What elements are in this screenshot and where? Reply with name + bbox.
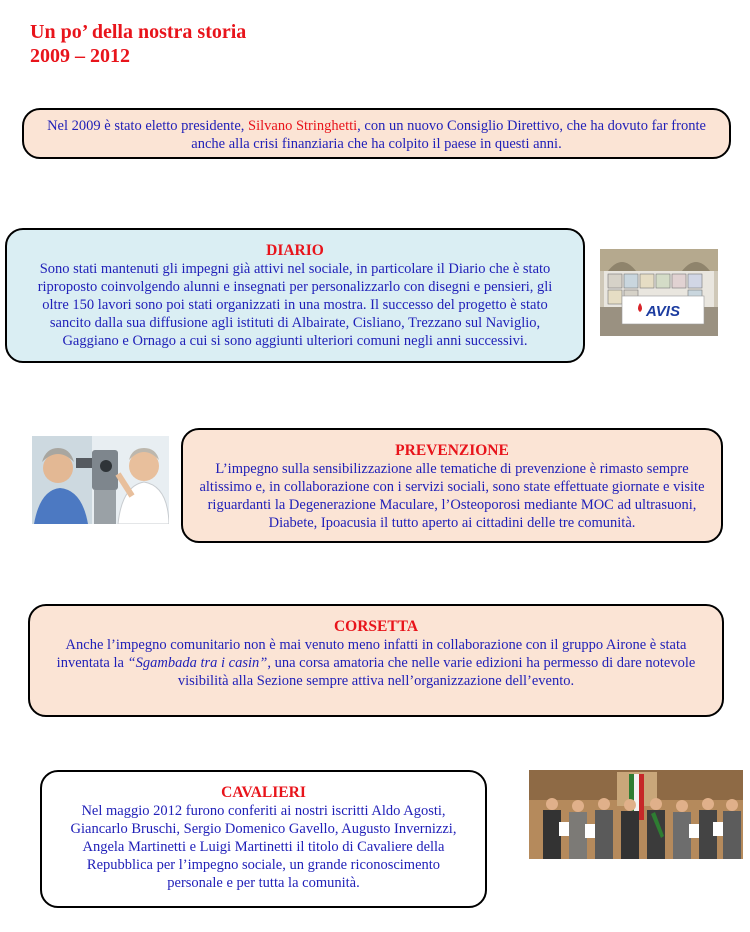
page-title-line-2: 2009 – 2012 (30, 45, 130, 67)
page-title (30, 20, 246, 68)
prevenzione-heading: PREVENZIONE (395, 442, 509, 459)
ceremony-photo (529, 770, 743, 859)
event-name: “Sgambada tra i casin” (127, 655, 268, 671)
corsetta-body (44, 636, 708, 690)
ceremony-photo-image (529, 770, 743, 859)
cavalieri-heading: CAVALIERI (221, 784, 306, 801)
prevenzione-box (181, 428, 723, 543)
corsetta-text-start: Anche l’impegno comunitario non è mai venuto meno infatti in collaborazione con il gruppo Airone è stata inventata la (56, 637, 687, 671)
diario-heading: DIARIO (266, 242, 324, 259)
intro-box (22, 108, 731, 159)
prevenzione-body: L’impegno sulla sensibilizzazione alle tematiche di prevenzione è rimasto sempre altissimo e, in collaborazione con i servizi sociali, sono state effettuate giornate e visite riguardanti la Degenerazione Maculare, l’Osteoporosi mediante MOC ad ultrasuoni, Diabete, Ipoacusia il tutto aperto ai cittadini delle tre comunità. (199, 461, 705, 531)
corsetta-box (28, 604, 724, 717)
eye-exam-photo (32, 436, 169, 524)
corsetta-text-end: , una corsa amatoria che nelle varie edizioni ha permesso di dare notevole visibilità alla Sezione sempre attiva nell’organizzazione dell’evento. (177, 655, 696, 689)
corsetta-heading: CORSETTA (333, 618, 419, 635)
cavalieri-body: Nel maggio 2012 furono conferiti ai nostri iscritti Aldo Agosti, Giancarlo Bruschi, Sergio Domenico Gavello, Augusto Invernizzi, Angela Martinetti e Luigi Martinetti il titolo di Cavaliere della Repubblica per l’impegno sociale, un grande riconoscimento personale e per tutta la comunità. (70, 803, 457, 891)
intro-text-start: Nel 2009 è stato eletto presidente, (47, 118, 249, 134)
exhibition-photo (600, 249, 718, 336)
avis-logo: AVIS (646, 303, 680, 320)
exhibition-photo-image (600, 249, 718, 336)
eye-exam-photo-image (32, 436, 169, 524)
diario-box (5, 228, 585, 363)
page-title-line-1: Un po’ della nostra storia (30, 21, 247, 43)
president-name: Silvano Stringhetti (248, 118, 358, 134)
cavalieri-box (40, 770, 487, 908)
intro-text-end: , con un nuovo Consiglio Direttivo, che ha dovuto far fronte anche alla crisi finanziaria che ha colpito il paese in questi anni. (191, 118, 706, 152)
diario-body: Sono stati mantenuti gli impegni già attivi nel sociale, in particolare il Diario che è stato riproposto coinvolgendo alunni e insegnati per personalizzarlo con disegni e pensieri, gli oltre 150 lavori sono poi stati organizzati in una mostra. Il successo del progetto è stato sancito dalla sua diffusione agli istituti di Albairate, Cisliano, Trezzano sul Naviglio, Gaggiano e Ornago a cui si sono aggiunti ulteriori comuni negli anni successivi. (37, 261, 553, 349)
